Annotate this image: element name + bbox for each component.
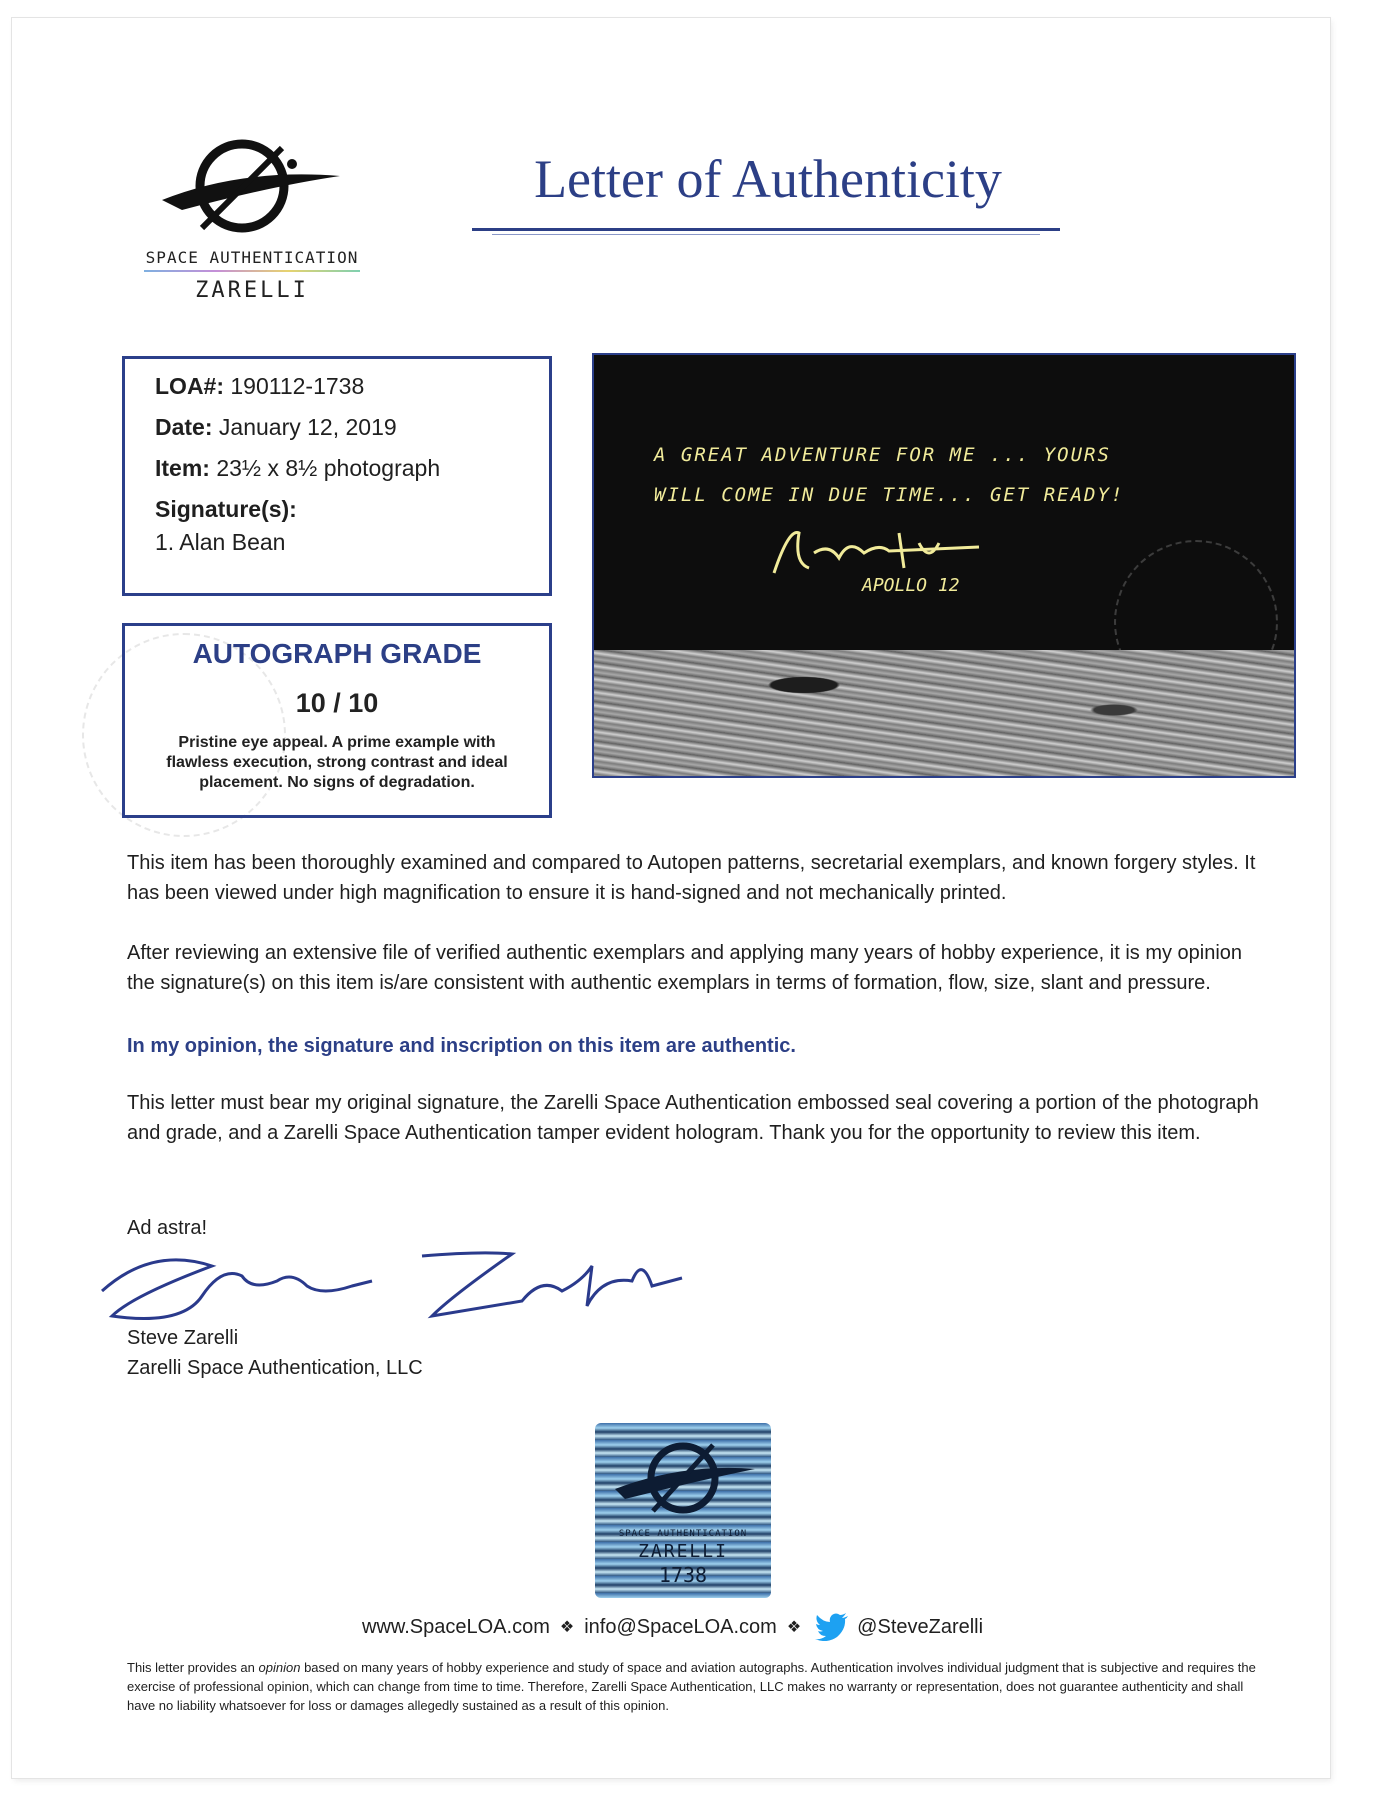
signer-name: Steve Zarelli — [127, 1327, 239, 1349]
signatures-label: Signature(s): — [155, 496, 297, 522]
signed-photograph — [592, 353, 1296, 778]
separator-icon: ❖ — [559, 1619, 575, 1636]
disclaimer-text-start: This letter provides an — [127, 1660, 259, 1675]
zarelli-logo — [132, 128, 372, 308]
email-link[interactable]: info@SpaceLOA.com — [584, 1615, 777, 1638]
tamper-evident-hologram — [595, 1423, 771, 1598]
alan-bean-signature — [769, 523, 999, 583]
disclaimer-emphasis: opinion — [258, 1660, 301, 1675]
signature-item: 1. Alan Bean — [155, 529, 286, 555]
hologram-text-top: SPACE AUTHENTICATION — [618, 1529, 748, 1539]
date-label: Date: — [155, 414, 213, 440]
signer-block — [127, 1323, 1267, 1383]
loa-info-box — [122, 356, 552, 596]
item-label: Item: — [155, 455, 210, 481]
date-value: January 12, 2019 — [218, 414, 397, 440]
twitter-handle[interactable]: @SteveZarelli — [857, 1615, 984, 1638]
item-row — [155, 455, 519, 482]
loa-value: 190112-1738 — [230, 373, 365, 399]
opinion-paragraph: After reviewing an extensive file of verified authentic exemplars and applying many years of hobby experience, it is my opinion the signature(s) on this item is/are consistent with authentic exemplars in terms of formation, flow, size, slant and pressure. — [127, 942, 1243, 994]
signatures-row — [155, 496, 519, 523]
separator-icon: ❖ — [786, 1619, 802, 1636]
website-link[interactable]: www.SpaceLOA.com — [362, 1615, 550, 1638]
logo-text-top: SPACE AUTHENTICATION — [145, 248, 359, 267]
hologram-serial: 1738 — [658, 1563, 708, 1587]
grade-title: AUTOGRAPH GRADE — [192, 638, 482, 669]
page-title: Letter of Authenticity — [534, 149, 1002, 209]
contact-line — [362, 1613, 1062, 1641]
logo-divider — [144, 270, 360, 272]
hologram-text-bottom: ZARELLI — [638, 1541, 728, 1562]
hologram-orbit-icon — [595, 1423, 771, 1533]
legal-disclaimer — [127, 1658, 1262, 1715]
twitter-bird-icon — [815, 1613, 849, 1641]
signer-company: Zarelli Space Authentication, LLC — [127, 1357, 423, 1379]
item-value: 23½ x 8½ photograph — [216, 455, 441, 481]
loa-number-row — [155, 373, 519, 400]
examination-paragraph: This item has been thoroughly examined and compared to Autopen patterns, secretarial exemplars, and known forgery styles. It has been viewed under high magnification to ensure it is hand-signed and not mechanically printed. — [127, 852, 1256, 904]
lunar-surface — [594, 650, 1294, 778]
signature-list — [155, 529, 519, 556]
title-underline — [472, 228, 1060, 231]
orbit-logo-icon — [162, 128, 342, 248]
date-row — [155, 414, 519, 441]
loa-label: LOA#: — [155, 373, 224, 399]
requirements-paragraph: This letter must bear my original signature, the Zarelli Space Authentication embossed seal covering a portion of the photograph and grade, and a Zarelli Space Authentication tamper evident hologram. Thank you for the opportunity to review this item. — [127, 1092, 1259, 1144]
letter-page — [12, 18, 1330, 1778]
autograph-grade-box — [122, 623, 552, 818]
steve-zarelli-signature — [92, 1236, 692, 1336]
disclaimer-text-end: based on many years of hobby experience and study of space and aviation autographs. Authentication involves individual judgment that is subjective and requires the exercise of professional opinion, which can change from time to time. Therefore, Zarelli Space Authentication, LLC makes no warranty or representation, does not guarantee authenticity and shall have no liability whatsoever for loss or damages allegedly sustained as a result of this opinion. — [127, 1660, 1256, 1713]
photo-inscription — [654, 435, 1254, 515]
authentic-statement: In my opinion, the signature and inscription on this item are authentic. — [127, 1035, 796, 1057]
grade-value: 10 / 10 — [295, 688, 379, 718]
inscription-line-1: A GREAT ADVENTURE FOR ME ... YOURS — [654, 444, 1111, 466]
title-underline-thin — [492, 234, 1040, 235]
logo-text-bottom: ZARELLI — [195, 278, 309, 303]
closing-salutation: Ad astra! — [127, 1217, 208, 1239]
grade-description: Pristine eye appeal. A prime example with flawless execution, strong contrast and ideal placement. No signs of degradation. — [166, 734, 508, 791]
apollo-inscription: APOLLO 12 — [862, 575, 960, 596]
inscription-line-2: WILL COME IN DUE TIME... GET READY! — [654, 484, 1125, 506]
